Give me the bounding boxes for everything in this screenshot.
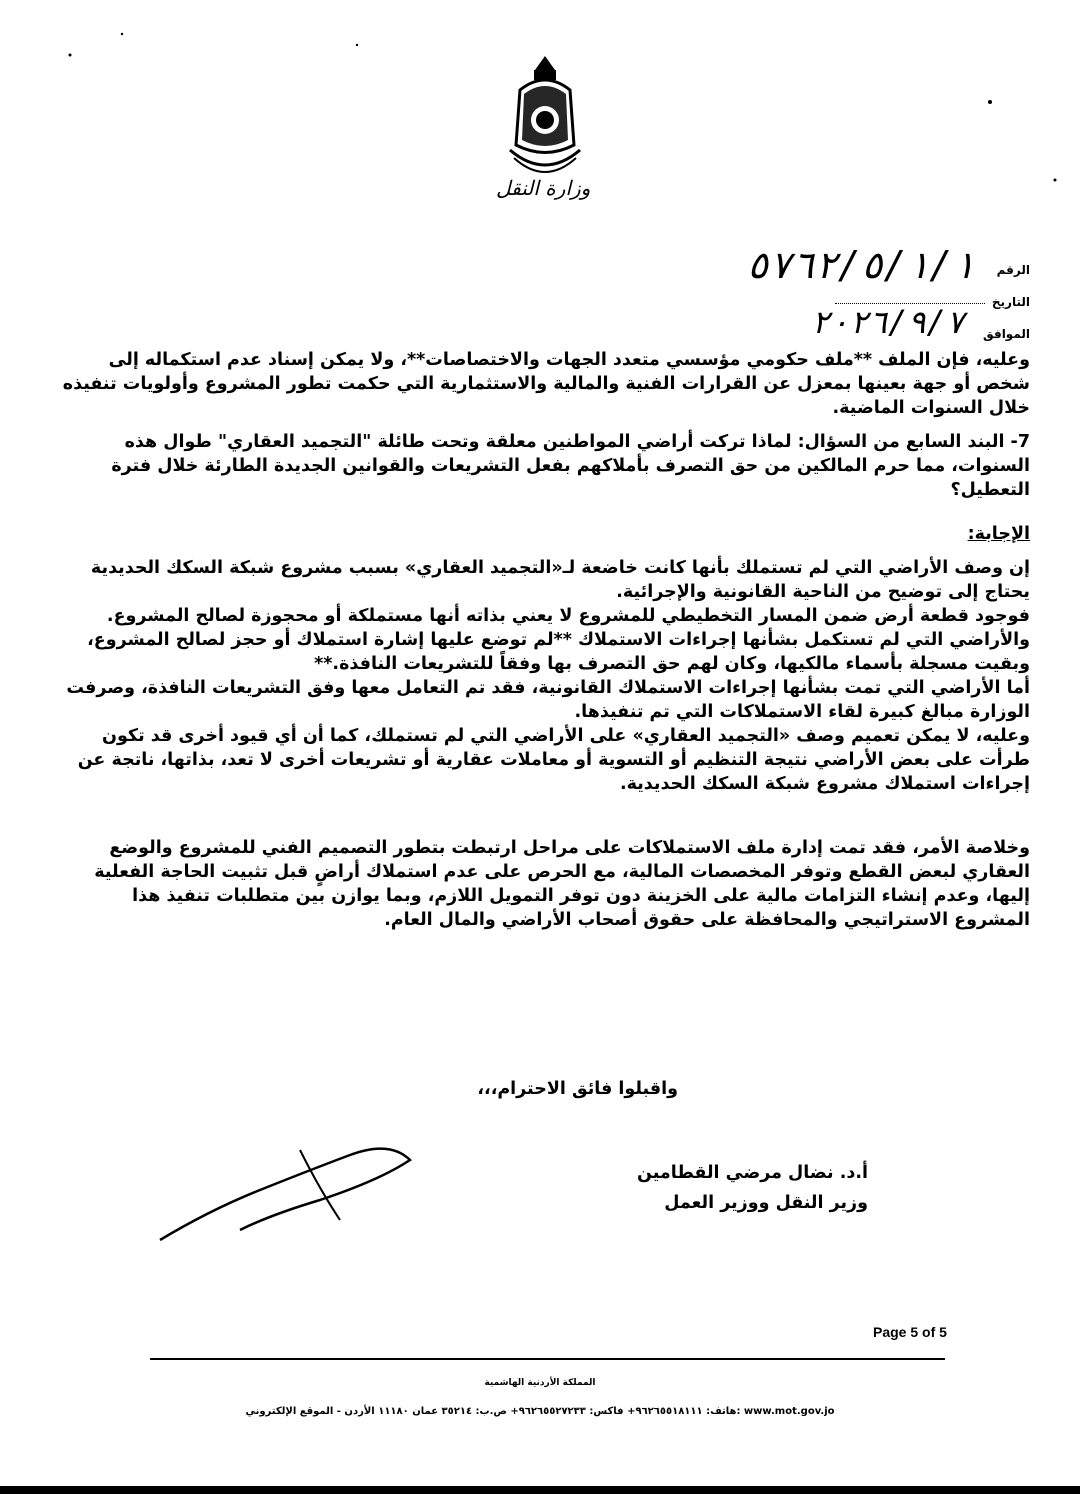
answer-paragraph-1: إن وصف الأراضي التي لم تستملك بأنها كانت خاضعة لـ«التجميد العقاري» بسبب مشروع شبكة السكك الحديدية يحتاج إلى توضيح من الناحية القانونية والإجرائية. [90, 558, 1030, 602]
date-label: التاريخ [991, 295, 1030, 309]
answer-heading: الإجابة: [967, 524, 1030, 544]
corresponding-date: ٢٠٢٦/٩/٧ [810, 303, 965, 341]
answer-paragraph-2: فوجود قطعة أرض ضمن المسار التخطيطي للمشروع لا يعني بذاته أنها مستملكة أو محجوزة لصالح المشروع. والأراضي التي لم تستكمل بشأنها إجراءات الاستملاك **لم توضع عليها إشارة استملاك أو حجز لصالح المشروع، وبقيت مسجلة بأسماء مالكيها، وكان لهم حق التصرف بها وفقاً للتشريعات النافذة.** [87, 606, 1030, 674]
corresponding-label: الموافق [983, 327, 1030, 341]
reference-block [610, 245, 1030, 353]
paragraph-intro: وعليه، فإن الملف **ملف حكومي مؤسسي متعدد الجهات والاختصاصات**، ولا يمكن إسناد عدم استكماله إلى شخص أو جهة بعينها بمعزل عن القرارات الفنية والمالية والاستثمارية التي حكمت تطور المشروع وأولويات تنفيذه خلال السنوات الماضية. [62, 350, 1030, 418]
signatory-name: أ.د. نضال مرضي القطامين [637, 1163, 868, 1183]
reference-number: ٥٧٦٢/٥/١/١ [746, 243, 975, 287]
scan-edge-bar [0, 1486, 1080, 1494]
ministry-signature: وزارة النقل [496, 176, 591, 200]
question-text: لماذا تركت أراضي المواطنين معلقة وتحت طائلة "التجميد العقاري" طوال هذه السنوات، مما حرم المالكين من حق التصرف بأملاكهم بفعل التشريعات والقوانين الجديدة الطارئة خلال فترة التعطيل؟ [111, 432, 1030, 500]
footer-country: المملكة الأردنية الهاشمية [484, 1378, 596, 1388]
question-item-7 [62, 430, 1030, 502]
footer-divider [150, 1358, 945, 1360]
answer-paragraph-4: وعليه، لا يمكن تعميم وصف «التجميد العقاري» على الأراضي التي لم تستملك، كما أن أي قيود أخرى قد تكون طرأت على بعض الأراضي نتيجة التنظيم أو التسوية أو معاملات عقارية أو تشريعات أخرى لا تعد، بذاتها، ناتجة عن إجراءات استملاك مشروع شبكة السكك الحديدية. [77, 726, 1030, 794]
question-label: 7- البند السابع من السؤال: [797, 432, 1030, 452]
footer-contact: هاتف: ٩٦٢٦٥٥١٨١١١+ فاكس: ٩٦٢٦٥٥٢٧٢٣٣+ ص.ب: ٣٥٢١٤ عمان ١١١٨٠ الأردن - الموقع الإلكتروني: www.mot.gov.jo [245, 1406, 835, 1417]
answer-paragraph-3: أما الأراضي التي تمت بشأنها إجراءات الاستملاك القانونية، فقد تم التعامل معها وفق التشريعات النافذة، وصرفت الوزارة مبالغ كبيرة لقاء الاستملاكات التي تم تنفيذها. [66, 678, 1030, 722]
handwritten-signature [150, 1130, 450, 1250]
answer-paragraph-5: وخلاصة الأمر، فقد تمت إدارة ملف الاستملاكات على مراحل ارتبطت بتطور التصميم الفني للمشروع والوضع العقاري لبعض القطع وتوفر المخصصات المالية، مع الحرص على عدم استملاك أراضٍ قبل تثبيت الحاجة الفعلية إليها، وعدم إنشاء التزامات مالية على الخزينة دون توفر التمويل اللازم، وبما يوازن بين متطلبات تنفيذ هذا المشروع الاستراتيجي والمحافظة على حقوق أصحاب الأراضي والمال العام. [94, 838, 1030, 930]
letter-body [62, 348, 1030, 932]
page-number: Page 5 of 5 [873, 1324, 947, 1340]
number-label: الرقم [996, 263, 1030, 277]
closing-line: واقبلوا فائق الاحترام،،، [477, 1079, 678, 1099]
signatory-block [637, 1158, 868, 1218]
signatory-title: وزير النقل ووزير العمل [664, 1193, 868, 1213]
